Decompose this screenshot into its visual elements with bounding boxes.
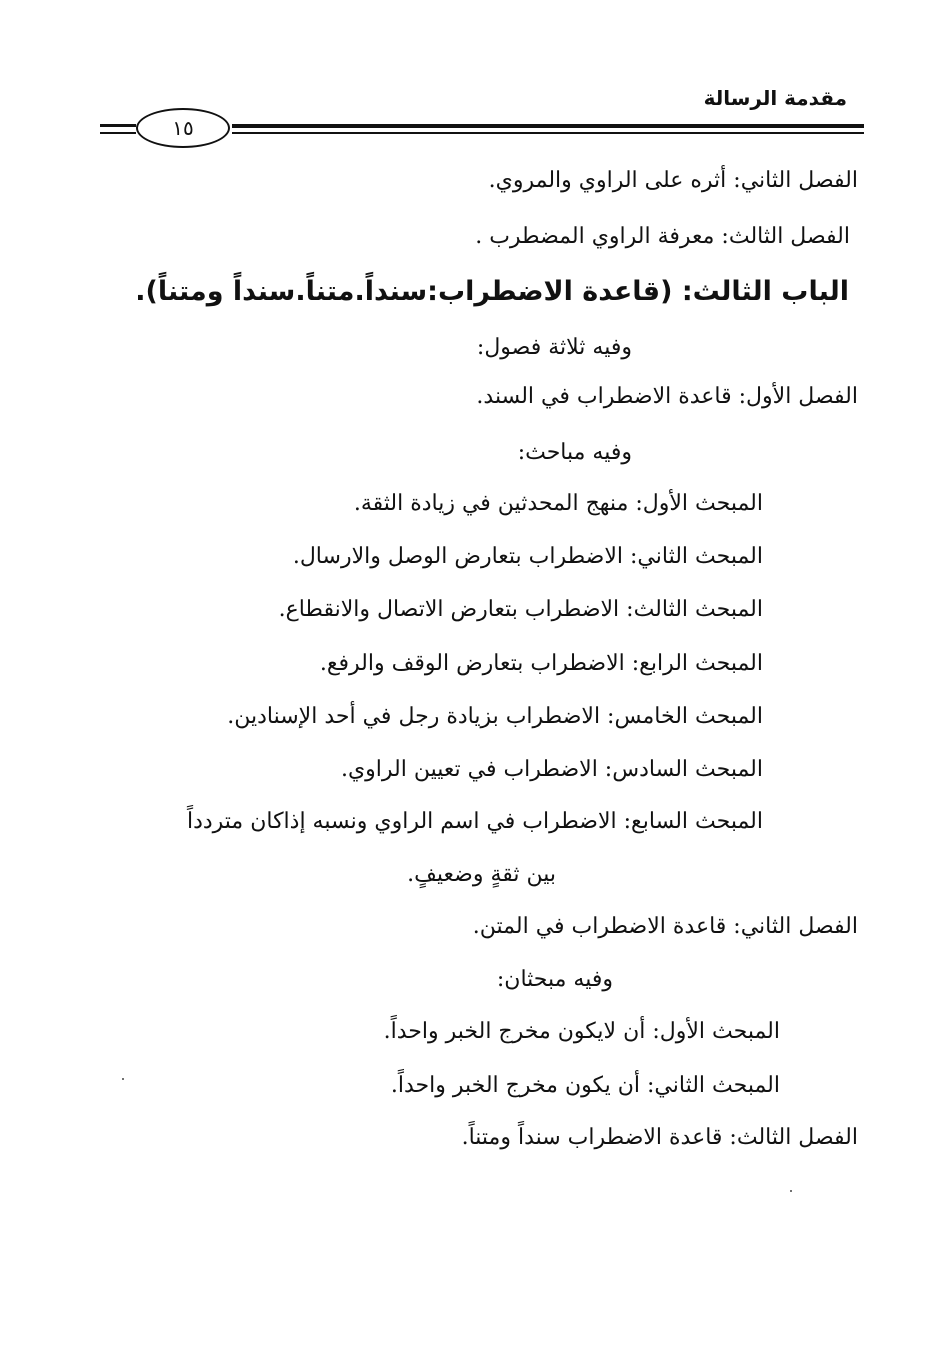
line-topics: وفيه مباحث: (517, 440, 632, 465)
line-three-sections: وفيه ثلاثة فصول: (476, 335, 632, 360)
line-matn-topic-1: المبحث الأول: أن لايكون مخرج الخبر واحداً. (383, 1019, 780, 1044)
line-topic-2: المبحث الثاني: الاضطراب بتعارض الوصل والارسال. (292, 544, 763, 569)
running-title: مقدمة الرسالة (703, 86, 847, 110)
line-section-3-both: الفصل الثالث: قاعدة الاضطراب سنداً ومتناً. (461, 1125, 858, 1150)
header-rule-left-thin (100, 132, 136, 134)
header-rule-left-thick (100, 124, 136, 127)
header-rule-thick (232, 124, 864, 128)
line-matn-topic-2: المبحث الثاني: أن يكون مخرج الخبر واحداً. (390, 1073, 780, 1098)
line-section-1-isnad: الفصل الأول: قاعدة الاضطراب في السند. (476, 384, 858, 409)
chapter-heading: الباب الثالث: (قاعدة الاضطراب:سنداً.متناً.سنداً ومتناً). (135, 276, 849, 307)
line-two-topics: وفيه مبحثان: (496, 967, 613, 992)
line-section-2-matn: الفصل الثاني: قاعدة الاضطراب في المتن. (472, 914, 858, 939)
line-topic-4: المبحث الرابع: الاضطراب بتعارض الوقف والرفع. (319, 651, 763, 676)
line-section-3-narrator: الفصل الثالث: معرفة الراوي المضطرب . (475, 224, 850, 249)
header-rule-thin (232, 132, 864, 134)
page-number: ١٥ (172, 116, 194, 140)
scan-speck (122, 1078, 124, 1080)
line-topic-3: المبحث الثالث: الاضطراب بتعارض الاتصال والانقطاع. (278, 597, 763, 622)
line-topic-7: المبحث السابع: الاضطراب في اسم الراوي ونسبه إذاكان متردداً (186, 809, 763, 834)
page-number-oval (136, 108, 230, 148)
scan-speck (790, 1190, 792, 1192)
line-section-2-effect: الفصل الثاني: أثره على الراوي والمروي. (488, 168, 858, 193)
line-topic-6: المبحث السادس: الاضطراب في تعيين الراوي. (340, 757, 763, 782)
line-topic-5: المبحث الخامس: الاضطراب بزيادة رجل في أحد الإسنادين. (227, 704, 763, 729)
line-topic-1: المبحث الأول: منهج المحدثين في زيادة الثقة. (353, 491, 763, 516)
line-topic-7-continued: بين ثقةٍ وضعيفٍ. (407, 862, 556, 887)
